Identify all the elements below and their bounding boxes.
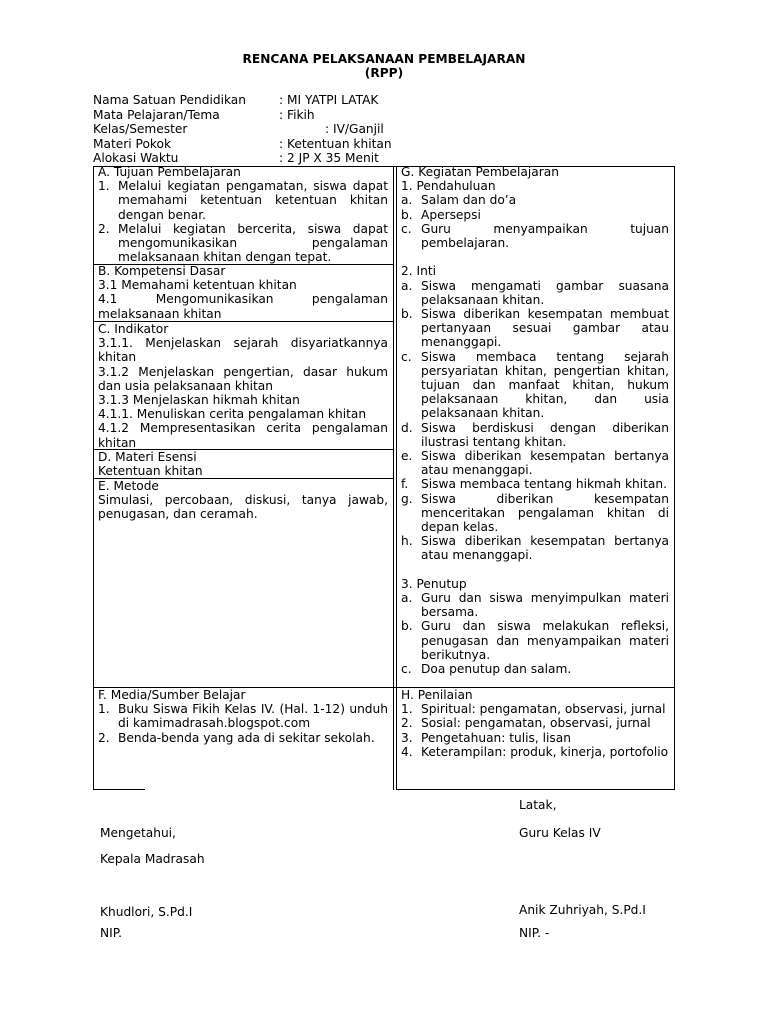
list-marker: h. <box>401 534 413 549</box>
list-marker: 1. <box>98 179 110 194</box>
indicator-line: 3.1.2 Menjelaskan pengertian, dasar hukum dan usia pelaksanaan khitan <box>98 364 388 393</box>
list-marker: 1. <box>401 702 413 717</box>
identity-label: Nama Satuan Pendidikan <box>93 93 246 107</box>
list-item-text: Siswa diberikan kesempatan membuat pertanyaan sesuai gambar atau menanggapi. <box>421 307 669 350</box>
signature-left-name: Khudlori, S.Pd.I <box>100 905 193 919</box>
list-item <box>98 731 388 745</box>
identity-row <box>93 137 693 152</box>
identity-label: Materi Pokok <box>93 136 172 151</box>
list-item <box>98 222 388 265</box>
section-heading: C. Indikator <box>98 322 169 336</box>
indicator-line: 3.1.1. Menjelaskan sejarah disyariatkannya khitan <box>98 336 388 365</box>
signature-left-role: Kepala Madrasah <box>100 852 205 866</box>
list-marker: b. <box>401 207 413 222</box>
list-marker: d. <box>401 420 413 435</box>
section-media-sumber-belajar <box>98 688 388 745</box>
list-item <box>98 702 388 730</box>
list-item <box>401 591 669 619</box>
table-border-bottom <box>396 789 675 790</box>
identity-value: : MI YATPI LATAK <box>279 93 379 107</box>
list-item <box>401 745 669 759</box>
table-border-right <box>674 166 675 790</box>
section-metode <box>98 479 388 522</box>
identity-row <box>93 151 693 166</box>
list-item-text: Guru dan siswa menyimpulkan materi bersama. <box>421 591 669 620</box>
list-item-text: Melalui kegiatan bercerita, siswa dapat mengomunikasikan pengalaman melaksanaan khitan dengan tepat. <box>118 221 388 265</box>
list-item-text: Guru dan siswa melakukan refleksi, penugasan dan menyampaikan materi berikutnya. <box>421 619 669 662</box>
list-item-text: Siswa diberikan kesempatan menceritakan pengalaman khitan di depan kelas. <box>421 491 669 535</box>
list-item <box>401 619 669 662</box>
identity-label: Kelas/Semester <box>93 122 188 136</box>
identity-row <box>93 93 693 108</box>
section-kegiatan-pembelajaran <box>401 165 669 676</box>
list-marker: 2. <box>401 716 413 731</box>
list-item <box>401 716 669 730</box>
identity-label: Mata Pelajaran/Tema <box>93 107 220 122</box>
list-item <box>401 279 669 307</box>
signature-right-role: Guru Kelas IV <box>519 826 601 840</box>
list-item-text: Buku Siswa Fikih Kelas IV. (Hal. 1-12) unduh di kamimadrasah.blogspot.com <box>118 702 388 731</box>
list-item-text: Siswa membaca tentang hikmah khitan. <box>421 477 667 492</box>
list-item <box>401 449 669 477</box>
list-item-text: Siswa diberikan kesempatan bertanya atau menanggapi. <box>421 449 669 478</box>
identity-value: : Ketentuan khitan <box>279 136 392 151</box>
list-item <box>401 534 669 562</box>
list-item <box>98 179 388 222</box>
identity-value: : Fikih <box>279 107 315 122</box>
section-penilaian <box>401 688 669 759</box>
identity-block <box>93 93 693 166</box>
signature-known: Mengetahui, <box>100 826 176 840</box>
list-item <box>401 193 669 207</box>
list-item <box>401 307 669 350</box>
signature-right-name: Anik Zuhriyah, S.Pd.I <box>519 903 646 917</box>
list-item <box>401 492 669 535</box>
subsection-title: 1. Pendahuluan <box>401 179 496 194</box>
identity-value: : 2 JP X 35 Menit <box>279 151 379 165</box>
metode-text: Simulasi, percobaan, diskusi, tanya jawab, penugasan, dan ceramah. <box>98 493 388 522</box>
identity-label: Alokasi Waktu <box>93 151 179 165</box>
lesson-plan-table <box>93 166 675 790</box>
list-item <box>401 421 669 449</box>
signature-left-nip: NIP. <box>100 926 123 940</box>
section-heading: A. Tujuan Pembelajaran <box>98 165 241 179</box>
list-marker: a. <box>401 591 413 606</box>
list-marker: c. <box>401 349 412 364</box>
list-item-text: Melalui kegiatan pengamatan, siswa dapat memahami ketentuan ketentuan khitan dengan benar. <box>118 179 388 222</box>
identity-row <box>93 108 693 123</box>
section-kompetensi-dasar <box>98 264 388 321</box>
list-item-text: Siswa berdiskusi dengan diberikan ilustrasi tentang khitan. <box>421 420 669 449</box>
list-marker: b. <box>401 307 413 321</box>
list-marker: a. <box>401 193 413 208</box>
list-marker: 2. <box>98 221 110 236</box>
list-marker: 4. <box>401 744 413 759</box>
list-item-text: Siswa mengamati gambar suasana pelaksanaan khitan. <box>421 278 669 307</box>
identity-row <box>93 122 693 137</box>
list-item <box>401 208 669 222</box>
list-item-text: Keterampilan: produk, kinerja, portofolio <box>421 744 669 759</box>
document-title: RENCANA PELAKSANAAN PEMBELAJARAN <box>242 52 526 66</box>
list-item-text: Sosial: pengamatan, observasi, jurnal <box>421 716 651 731</box>
indicator-line: 4.1.1. Menuliskan cerita pengalaman khitan <box>98 407 367 422</box>
list-marker: c. <box>401 662 412 677</box>
table-border-bottom <box>93 789 145 790</box>
list-item-text: Spiritual: pengamatan, observasi, jurnal <box>421 702 666 717</box>
competency-line: 3.1 Memahami ketentuan khitan <box>98 278 297 293</box>
subsection-title: 3. Penutup <box>401 576 467 591</box>
list-item <box>401 702 669 716</box>
list-marker: e. <box>401 449 413 464</box>
signature-place: Latak, <box>519 798 557 812</box>
list-item-text: Apersepsi <box>421 207 481 222</box>
list-marker: g. <box>401 491 413 506</box>
signature-right-nip: NIP. - <box>519 926 550 940</box>
materi-text: Ketentuan khitan <box>98 464 203 479</box>
competency-line: 4.1 Mengomunikasikan pengalaman melaksanaan khitan <box>98 292 388 321</box>
list-marker: 2. <box>98 730 110 745</box>
list-marker: f. <box>401 477 409 492</box>
section-heading: E. Metode <box>98 479 159 493</box>
list-item <box>401 222 669 250</box>
section-heading: G. Kegiatan Pembelajaran <box>401 165 559 179</box>
section-heading: H. Penilaian <box>401 688 473 702</box>
list-item-text: Guru menyampaikan tujuan pembelajaran. <box>421 221 669 250</box>
list-item <box>401 731 669 745</box>
list-marker: c. <box>401 221 412 236</box>
list-item-text: Doa penutup dan salam. <box>421 662 572 677</box>
list-item <box>401 350 669 421</box>
list-item-text: Salam dan do’a <box>421 193 517 208</box>
table-column-divider <box>396 166 397 790</box>
list-marker: a. <box>401 278 413 293</box>
section-heading: D. Materi Esensi <box>98 450 197 464</box>
list-marker: 1. <box>98 702 110 717</box>
list-item-text: Siswa membaca tentang sejarah persyariatan khitan, pengertian khitan, tujuan dan manfaat khitan, hukum pelaksanaan khitan, dan usia pelaksanaan khitan. <box>421 349 669 421</box>
list-item <box>401 477 669 491</box>
section-tujuan-pembelajaran <box>98 165 388 264</box>
list-marker: b. <box>401 619 413 634</box>
section-materi-esensi <box>98 450 388 478</box>
indicator-line: 3.1.3 Menjelaskan hikmah khitan <box>98 393 300 407</box>
document-subtitle: (RPP) <box>364 66 404 80</box>
identity-value: : IV/Ganjil <box>325 122 384 136</box>
subsection-title: 2. Inti <box>401 264 436 279</box>
indicator-line: 4.1.2 Mempresentasikan cerita pengalaman khitan <box>98 421 388 450</box>
list-item-text: Pengetahuan: tulis, lisan <box>421 730 571 745</box>
list-item-text: Siswa diberikan kesempatan bertanya atau menanggapi. <box>421 534 669 563</box>
list-item-text: Benda-benda yang ada di sekitar sekolah. <box>118 730 375 745</box>
list-item <box>401 662 669 676</box>
section-heading: B. Kompetensi Dasar <box>98 264 226 278</box>
section-indikator <box>98 322 388 450</box>
section-heading: F. Media/Sumber Belajar <box>98 688 246 702</box>
list-marker: 3. <box>401 730 413 745</box>
